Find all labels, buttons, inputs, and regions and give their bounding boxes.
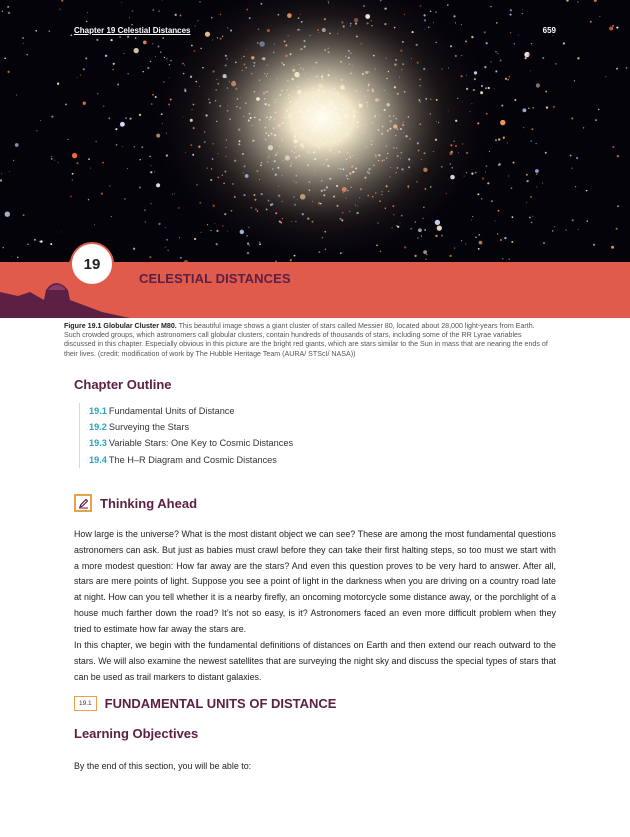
outline-item-number[interactable]: 19.4 [89,454,107,465]
star [51,156,52,157]
star [490,61,491,62]
star [129,17,130,18]
star [65,103,67,105]
outline-item-label[interactable]: The H–R Diagram and Cosmic Distances [108,454,277,465]
star [531,128,533,130]
star [22,37,24,39]
star [509,258,510,259]
star [141,146,143,148]
star [497,53,498,54]
star [526,174,528,176]
star [60,9,61,10]
section-number-badge: 19.1 [74,696,97,711]
star [471,36,473,38]
star [139,186,141,188]
star [504,237,506,239]
star [583,127,584,128]
star [2,247,3,248]
outline-item[interactable] [89,435,293,451]
star [77,77,78,78]
star [511,241,513,243]
star [500,120,505,125]
star [127,168,128,169]
star [530,196,532,198]
star [142,71,143,72]
star [17,257,18,258]
star [165,247,166,248]
star [617,205,619,207]
section-title: FUNDAMENTAL UNITS OF DISTANCE [104,696,337,711]
star [566,229,567,230]
star [51,116,53,118]
star [532,216,533,217]
star [542,182,543,183]
star [441,235,443,237]
star [156,183,160,187]
star [447,4,449,6]
star [612,25,614,27]
star [144,209,146,211]
star [152,43,153,44]
star [175,14,177,16]
star [507,143,508,144]
star [532,107,534,109]
star [115,128,117,130]
outline-item[interactable] [89,419,293,435]
star [101,193,103,195]
star [72,173,74,175]
pencil-icon [74,494,92,512]
star [530,140,532,142]
star [9,171,10,172]
star [495,70,497,72]
star [529,217,531,219]
star [109,117,110,118]
star [572,219,574,221]
star [545,91,547,93]
star [54,160,55,161]
star [616,68,618,70]
star [139,114,141,116]
outline-item-number[interactable]: 19.1 [89,406,107,416]
thinking-ahead-paragraph-1: How large is the universe? What is the most distant object we can see? These are among the most fundamental questions astronomers can ask. But just as babies must crawl before they can take their first halting steps, so too must we start with a more modest question: How far away are the stars? And even this question proves to be very hard to answer. After all, stars are mere points of light. Suppose you see a point of light in the darkness when you are driving on a country road late at night. How can you tell whether it is a nearby firefly, an oncoming motorcycle some distance away, or the porchlight of a house much farther down the road? It’s not so easy, is it? Astronomers faced an even more difficult problem when they tried to estimate how far away the stars are. [74,529,556,634]
star [546,106,547,107]
star [497,233,498,234]
star [7,71,9,73]
star [194,238,196,240]
star [535,143,537,145]
star [535,169,539,173]
star [83,68,85,70]
star [117,84,119,86]
chapter-title: CELESTIAL DISTANCES [139,271,291,286]
star [112,69,113,70]
star [543,242,545,244]
star [70,196,72,198]
star [167,250,168,251]
star [151,165,152,166]
star [162,37,164,39]
star [122,146,123,147]
star [5,212,10,217]
star [116,144,118,146]
star [35,30,37,32]
star [1,173,2,174]
star [571,168,572,169]
star [616,27,618,29]
star [51,158,53,160]
star [501,105,503,107]
star [110,39,112,41]
star [626,67,628,69]
star [498,210,500,212]
star [525,57,527,59]
star [494,220,495,221]
star [129,118,131,120]
star [522,13,523,14]
outline-item-number[interactable]: 19.3 [89,438,107,449]
star [514,43,515,44]
star [616,228,618,230]
star [48,30,50,32]
star [159,11,160,12]
star [477,193,479,195]
chapter-outline-heading: Chapter Outline [74,377,172,392]
star [609,27,613,31]
observatory-silhouette [0,270,130,318]
star [26,54,28,56]
star [571,117,573,119]
star [0,179,2,181]
outline-item-label[interactable]: Fundamental Units of Distance [108,406,235,416]
star [120,122,125,127]
star [593,244,595,246]
star [86,21,87,22]
star [87,12,88,13]
star [496,22,498,24]
star [27,244,28,245]
star [577,1,578,2]
star [147,67,149,69]
star [180,257,182,259]
star [536,173,538,175]
running-head [74,26,556,35]
outline-item-label[interactable]: Surveying the Stars [108,422,190,433]
star [132,10,134,12]
star [576,157,578,159]
star [151,203,152,204]
star [127,36,129,38]
outline-item-label[interactable]: Variable Stars: One Key to Cosmic Distances [108,438,294,449]
star [111,216,112,217]
star [505,78,507,80]
star [523,127,524,128]
star [486,42,488,44]
star [145,221,146,222]
star [153,9,155,11]
star [85,57,87,59]
star [563,42,565,44]
star [150,61,151,62]
star [154,171,155,172]
star [139,159,140,160]
star [178,207,179,208]
star [158,46,160,48]
star [11,256,12,257]
star [481,198,482,199]
figure-label: Figure 19.1 Globular Cluster M80. [64,322,177,330]
star [165,227,166,228]
star [200,232,201,233]
page-number: 659 [542,26,556,35]
star [570,155,572,157]
star [546,106,548,108]
outline-item-number[interactable]: 19.2 [89,422,107,433]
star [555,63,557,65]
star [512,216,514,218]
star [531,222,533,224]
star [461,240,462,241]
learning-objectives-heading: Learning Objectives [74,726,199,741]
star [578,229,579,230]
star [510,9,512,11]
star [61,232,62,233]
star [611,246,614,249]
chapter-outline-list [79,403,293,468]
star [149,256,151,258]
star [590,21,592,23]
star [449,255,451,257]
star [514,99,516,101]
star [500,239,502,241]
star [97,93,98,94]
figure-caption-text: This beautiful image shows a giant cluster of stars called Messier 80, located about 28,000 light-years from Earth. Such crowded groups, which astronomers call globular clusters, contain hundreds of thousands of stars, including some of the RR Lyrae variables discussed in this chapter. Especially obvious in this picture are the bright red giants, which are stars similar to the Sun in mass that are nearing the ends of their lives. (credit: modification of work by The Hubble Heritage Team (AURA/ STScI/ NASA)) [64,322,548,358]
star [425,259,426,260]
star [113,63,115,65]
star [528,108,529,109]
running-head-chapter: Chapter 19 Celestial Distances [74,26,191,35]
star [575,186,576,187]
star [510,14,512,16]
star [586,220,588,222]
star [478,234,480,236]
figure-caption [64,322,550,359]
star [8,12,10,14]
star [526,180,528,182]
star [490,6,491,7]
star [160,51,162,53]
star [124,53,125,54]
star [150,171,152,173]
star [102,162,104,164]
star [536,186,537,187]
star [599,16,600,17]
star [508,176,509,177]
star [67,139,68,140]
star [511,187,513,189]
star [133,248,135,250]
star [574,80,575,81]
star [121,2,122,3]
star [58,162,59,163]
star [135,37,137,39]
star [149,156,151,158]
star [83,102,86,105]
star [423,250,427,254]
star [426,254,427,255]
star [552,230,553,231]
star [605,76,606,77]
star [166,239,168,241]
star [612,146,614,148]
learning-objectives-intro: By the end of this section, you will be able to: [74,761,252,771]
star [120,126,121,127]
star [453,15,455,17]
star [586,190,587,191]
star [134,146,135,147]
star [95,141,96,142]
star [498,138,500,140]
star [7,6,9,8]
star [16,94,17,95]
star [465,243,466,244]
star [495,51,496,52]
star [88,158,90,160]
star [595,119,597,121]
star [199,1,200,2]
star [36,130,37,131]
thinking-ahead-paragraph-2: In this chapter, we begin with the fundamental definitions of distances on Earth and then extend our reach outward to the stars. We will also examine the newest satellites that are surveying the night sky and discuss the special types of stars that can be used as trail markers to distant galaxies. [74,640,556,682]
star [94,224,95,225]
star [471,220,472,221]
thinking-ahead-heading: Thinking Ahead [100,495,198,511]
section-header [74,696,336,711]
star [40,240,42,242]
star [513,162,515,164]
star [494,88,495,89]
star [522,9,523,10]
star [2,11,3,12]
thinking-ahead-header [74,494,197,512]
star [96,39,98,41]
star [216,243,218,245]
star [500,60,502,62]
star [4,57,6,59]
star [124,198,125,199]
star [125,117,127,119]
star [71,34,73,36]
star [155,56,156,57]
star [57,83,59,85]
star [15,143,19,147]
outline-item[interactable] [89,452,293,468]
star [128,73,129,74]
star [103,105,105,107]
star [23,214,25,216]
star [76,162,78,164]
star [502,258,503,259]
star [50,243,52,245]
star [491,200,493,202]
star [134,48,139,53]
star [105,55,107,57]
star [598,109,599,110]
star [40,120,41,121]
star [158,223,160,225]
chapter-number-badge: 19 [70,242,114,286]
star [88,199,89,200]
star [414,255,416,257]
star [479,241,483,245]
star [72,179,73,180]
star [119,36,120,37]
star [545,152,547,154]
star [179,237,180,238]
star [13,160,14,161]
star [507,79,509,81]
star [90,168,91,169]
star [553,106,555,108]
star [80,74,81,75]
star [72,153,77,158]
star [530,70,531,71]
star [531,43,532,44]
star [495,139,497,141]
star [143,41,147,45]
star [472,216,473,217]
star [617,155,619,157]
star [577,57,579,59]
star [526,202,527,203]
star [109,185,110,186]
star [180,15,182,17]
outline-item[interactable] [89,403,293,419]
star [527,54,529,56]
star [478,248,480,250]
star [34,239,36,241]
star [536,83,540,87]
star [23,43,24,44]
star [475,237,477,239]
star [487,182,489,184]
star [503,136,504,137]
star [498,164,499,165]
star [542,57,544,59]
star [454,248,455,249]
star [522,108,526,112]
star [435,235,437,237]
star [554,226,555,227]
star [508,76,510,78]
